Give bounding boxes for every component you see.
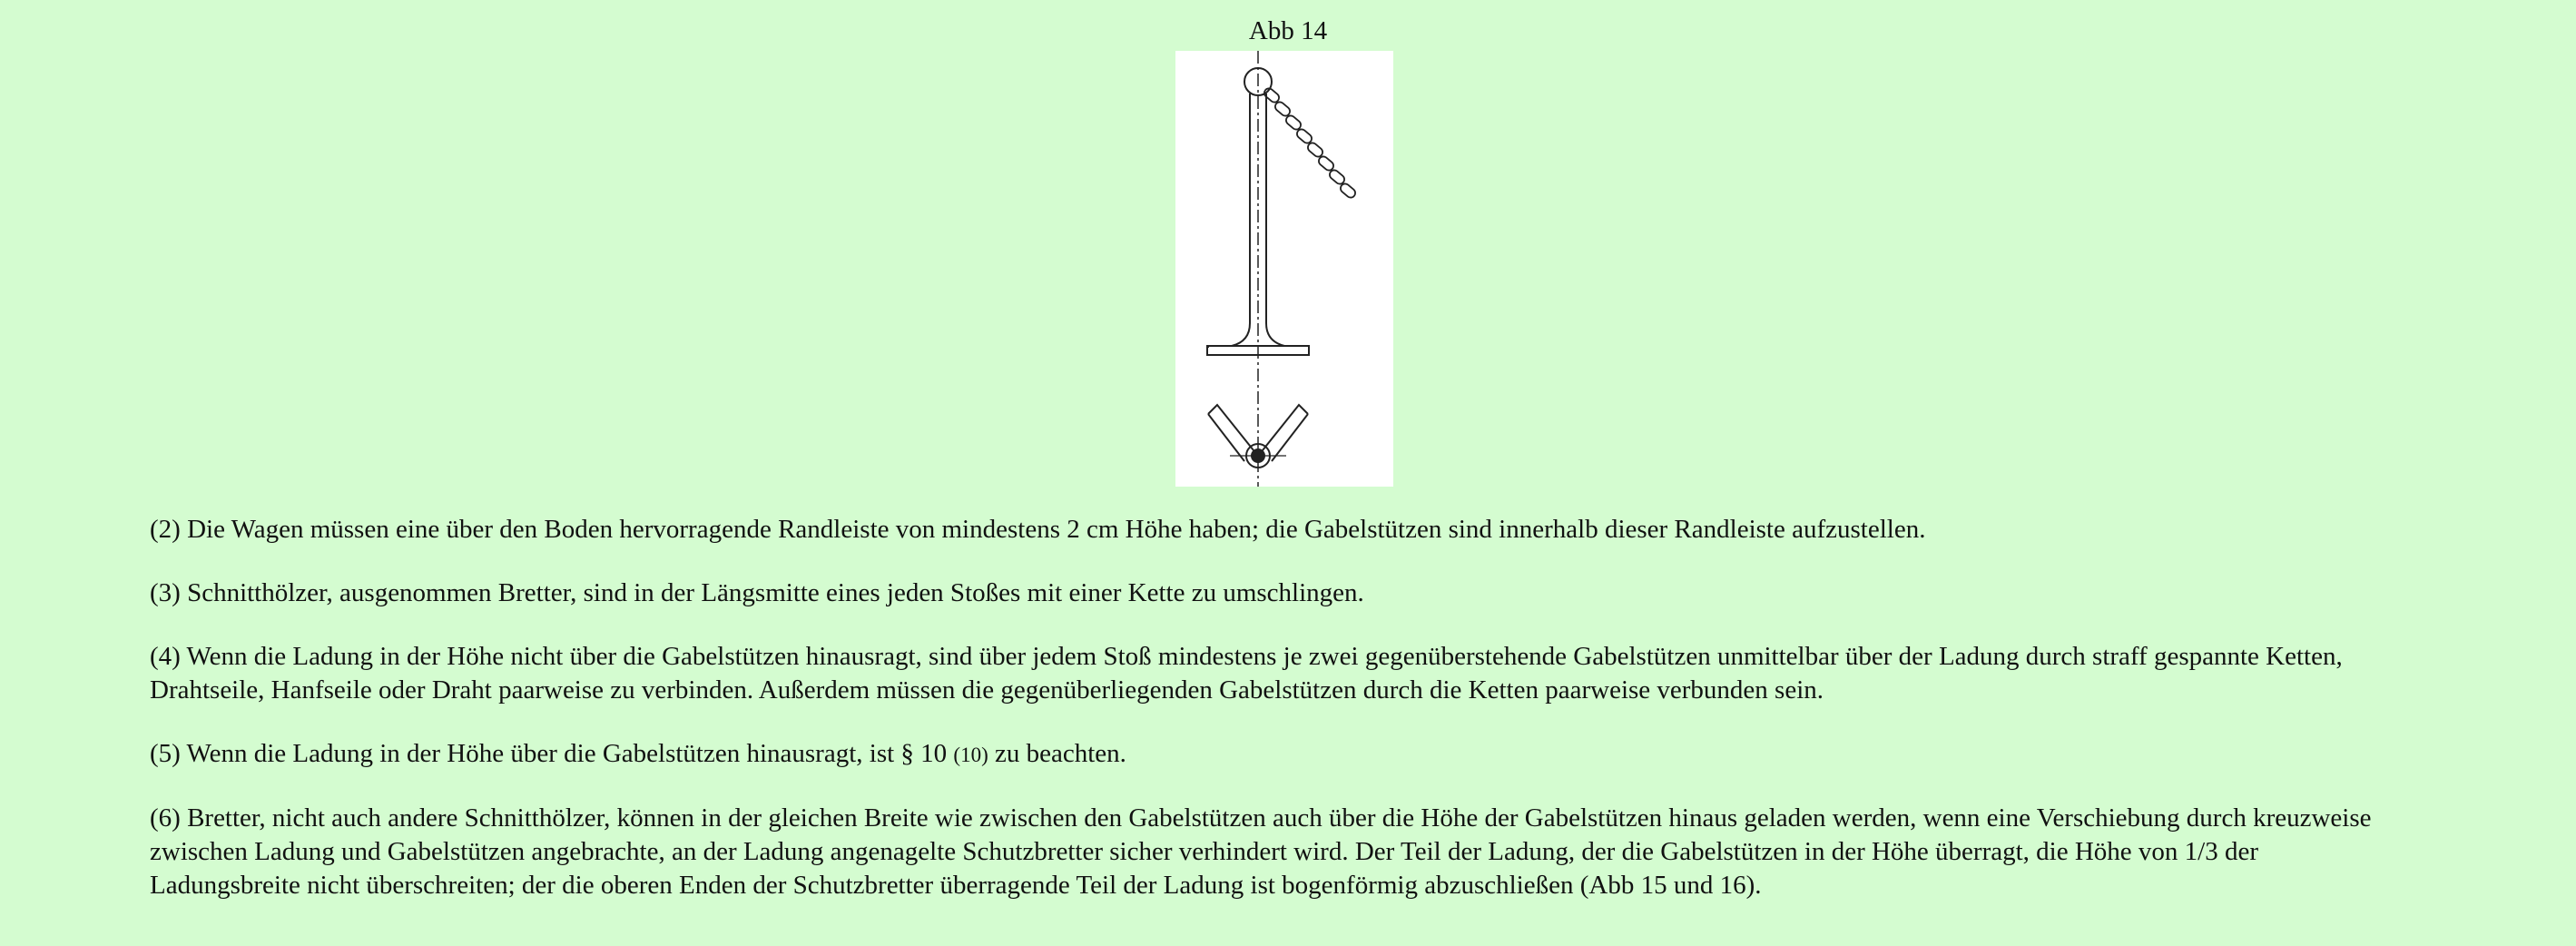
paragraph-5-text: (5) Wenn die Ladung in der Höhe über die Gabelstützen hinausragt, ist § 10 xyxy=(150,739,954,768)
paragraph-5-tail: zu beachten. xyxy=(988,739,1126,768)
paragraph-5 xyxy=(150,737,2401,772)
regulation-text xyxy=(150,513,2401,932)
paragraph-6: (6) Bretter, nicht auch andere Schnitthölzer, können in der gleichen Breite wie zwischen den Gabelstützen auch über die Höhe der Gabelstützen hinaus geladen werden, wenn eine Verschiebung durch kreuzweise zwischen Ladung und Gabelstützen angebrachte, an der Ladung angenagelte Schutzbretter sicher verhindert wird. Der Teil der Ladung, der die Gabelstützen in der Höhe überragt, die Höhe von 1/3 der Ladungsbreite nicht überschreiten; der die oberen Enden der Schutzbretter überragende Teil der Ladung ist bogenförmig abzuschließen (Abb 15 und 16). xyxy=(150,803,2372,900)
paragraph-2: (2) Die Wagen müssen eine über den Boden hervorragende Randleiste von mindestens 2 cm Höhe haben; die Gabelstützen sind innerhalb dieser Randleiste aufzustellen. xyxy=(150,515,1926,544)
paragraph-4: (4) Wenn die Ladung in der Höhe nicht über die Gabelstützen hinausragt, sind über jedem Stoß mindestens je zwei gegenüberstehende Gabelstützen unmittelbar über der Ladung durch straff gespannte Ketten, Drahtseile, Hanfseile oder Draht paarweise zu verbinden. Außerdem müssen die gegenüberliegenden Gabelstützen durch die Ketten paarweise verbunden sein. xyxy=(150,642,2343,705)
section-reference: (10) xyxy=(953,744,988,766)
figure-caption: Abb 14 xyxy=(1248,16,1328,45)
figure-image xyxy=(1175,51,1393,487)
fork-stanchion-with-chain-drawing xyxy=(1175,51,1393,487)
paragraph-3: (3) Schnitthölzer, ausgenommen Bretter, sind in der Längsmitte eines jeden Stoßes mit einer Kette zu umschlingen. xyxy=(150,578,1364,607)
